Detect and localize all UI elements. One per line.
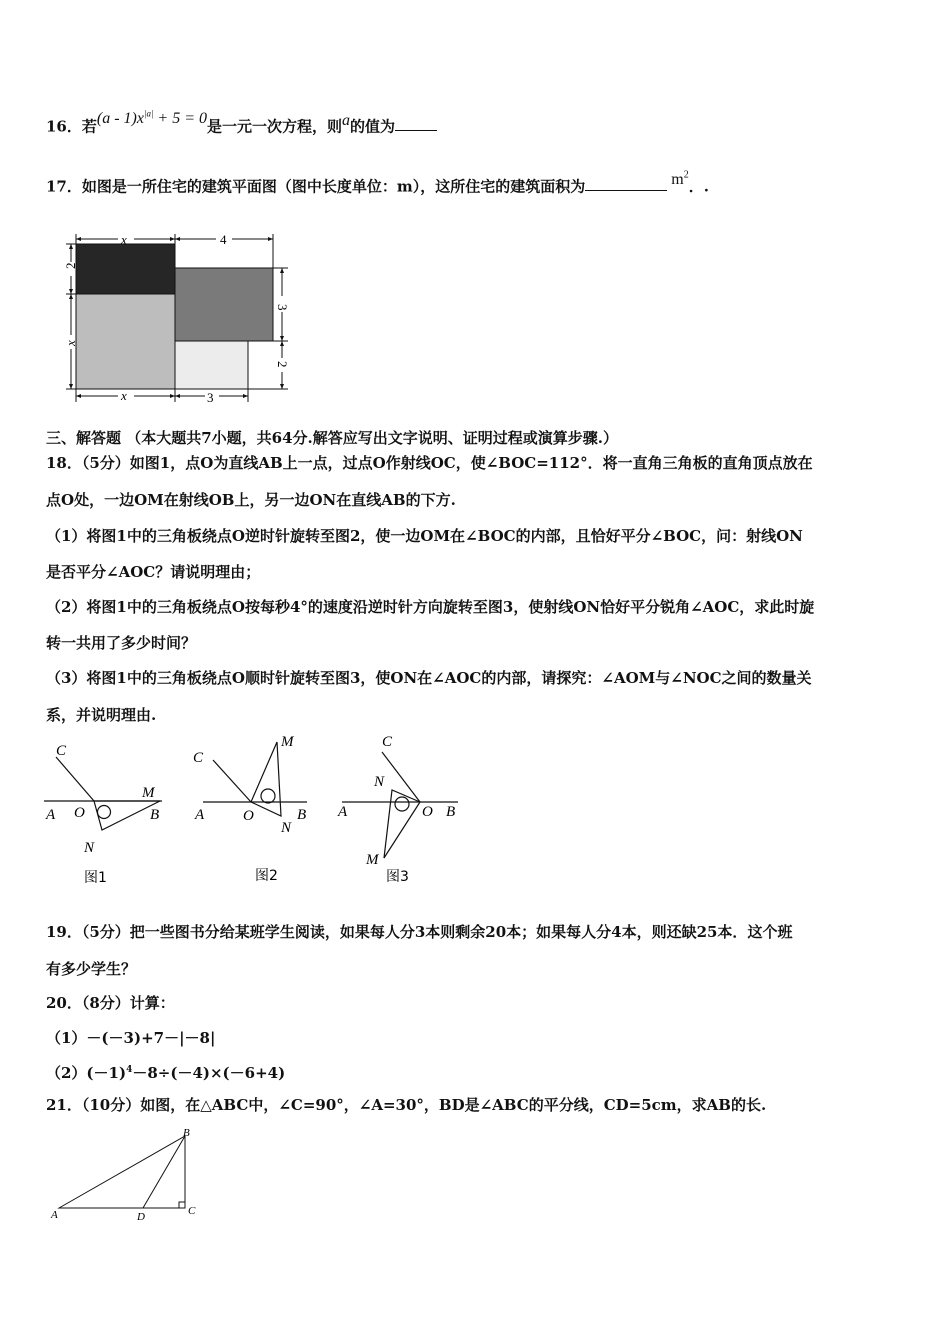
fig2-label-o: O bbox=[243, 808, 254, 824]
plan-label-right-3: 3 bbox=[275, 304, 290, 311]
q20-part2 bbox=[46, 1060, 285, 1083]
q20-title: 20．（8分）计算： bbox=[46, 994, 175, 1012]
section3-title: 三、解答题 （本大题共7小题，共64分.解答应写出文字说明、证明过程或演算步骤.） bbox=[46, 429, 618, 447]
fig3-label-o: O bbox=[422, 804, 433, 820]
plan-label-bottom-x: x bbox=[121, 388, 127, 403]
q21-label-c: C bbox=[188, 1205, 196, 1217]
q21-label-d: D bbox=[137, 1211, 145, 1223]
fig2-label-m: M bbox=[281, 734, 294, 750]
q20-part2-rest: －8÷(－4)×(－6+4) bbox=[132, 1064, 286, 1082]
q18-part2-line1: （2）将图1中的三角板绕点O按每秒4°的速度沿逆时针方向旋转至图3，使射线ON恰好平分锐角∠AOC，求此时旋 bbox=[46, 598, 815, 616]
q18-part3-line1: （3）将图1中的三角板绕点O顺时针旋转至图3，使ON在∠AOC的内部，请探究：∠AOM与∠NOC之间的数量关 bbox=[46, 669, 812, 687]
q18-line1: 18．（5分）如图1，点O为直线AB上一点，过点O作射线OC，使∠BOC=112°．将一直角三角板的直角顶点放在 bbox=[46, 454, 813, 472]
q21-label-a: A bbox=[51, 1209, 58, 1221]
fig2-label-n: N bbox=[281, 820, 292, 836]
q17-text: 17．如图是一所住宅的建筑平面图（图中长度单位：m），这所住宅的建筑面积为 bbox=[46, 177, 586, 196]
q18-part3-line2: 系，并说明理由. bbox=[46, 706, 157, 724]
fig2-label-a: A bbox=[195, 807, 205, 823]
q18-figure-3 bbox=[338, 730, 473, 885]
q16-formula-tail: + 5 = 0 bbox=[157, 110, 208, 128]
q20-part2-base: （2）(－1) bbox=[46, 1064, 127, 1082]
fig1-label-n: N bbox=[84, 840, 95, 856]
fig1-caption: 图1 bbox=[84, 870, 107, 886]
q19-line1: 19．（5分）把一些图书分给某班学生阅读，如果每人分3本则剩余20本；如果每人分4本，则还缺25本．这个班 bbox=[46, 923, 793, 941]
q20-part1: （1）－(－3)+7－|－8| bbox=[46, 1029, 216, 1047]
fig1-label-a: A bbox=[46, 807, 56, 823]
fig2-label-c: C bbox=[193, 750, 204, 766]
q17-unit bbox=[671, 171, 688, 188]
q16-middle-text: 是一元一次方程，则 bbox=[207, 117, 343, 136]
fig2-label-b: B bbox=[297, 807, 307, 823]
plan-label-bottom-3: 3 bbox=[207, 390, 214, 405]
fig3-label-c: C bbox=[382, 734, 393, 750]
q17-line bbox=[46, 170, 709, 197]
fig1-label-o: O bbox=[74, 805, 85, 821]
plan-light-room bbox=[76, 294, 175, 389]
q18-part1-line2: 是否平分∠AOC？请说明理由； bbox=[46, 563, 261, 581]
q19-line2: 有多少学生？ bbox=[46, 960, 137, 978]
plan-label-right-2: 2 bbox=[275, 361, 290, 368]
q16-answer-blank[interactable] bbox=[395, 116, 437, 131]
q17-answer-blank[interactable] bbox=[585, 176, 667, 191]
q18-figure-1 bbox=[42, 737, 172, 887]
q17-floor-plan bbox=[60, 232, 290, 407]
q18-part1-line1: （1）将图1中的三角板绕点O逆时针旋转至图2，使一边OM在∠BOC的内部，且恰好平分∠BOC，问：射线ON bbox=[46, 527, 803, 545]
q16-formula-exp: |a| bbox=[143, 109, 154, 119]
q16-formula-base: (a - 1)x bbox=[96, 110, 144, 128]
plan-dark-room bbox=[76, 244, 175, 294]
fig1-label-m: M bbox=[142, 785, 155, 801]
q16-number: 16．若 bbox=[46, 117, 97, 136]
plan-pale-room bbox=[175, 341, 248, 389]
fig3-label-a: A bbox=[338, 804, 348, 820]
fig1-label-c: C bbox=[56, 743, 67, 759]
q17-unit-base: m bbox=[671, 171, 684, 189]
q16-end-text: 的值为 bbox=[350, 117, 396, 136]
q16-line bbox=[46, 109, 437, 137]
plan-label-left-2: 2 bbox=[63, 262, 78, 269]
fig3-label-n: N bbox=[374, 774, 385, 790]
q16-variable: a bbox=[342, 112, 351, 130]
plan-label-left-x: x bbox=[63, 340, 78, 346]
q17-unit-exp: 2 bbox=[683, 170, 689, 181]
fig3-caption: 图3 bbox=[386, 869, 409, 885]
q16-formula bbox=[97, 110, 207, 127]
fig2-caption: 图2 bbox=[255, 868, 278, 884]
plan-mid-room bbox=[175, 268, 273, 341]
fig1-label-b: B bbox=[150, 807, 160, 823]
fig3-label-m: M bbox=[366, 852, 379, 868]
q18-figure-2 bbox=[193, 730, 325, 884]
q21-triangle bbox=[45, 1128, 205, 1228]
q18-part2-line2: 转一共用了多少时间？ bbox=[46, 634, 197, 652]
q21-text: 21．（10分）如图，在△ABC中，∠C=90°，∠A=30°，BD是∠ABC的平分线，CD=5cm，求AB的长. bbox=[46, 1096, 767, 1114]
fig3-label-b: B bbox=[446, 804, 456, 820]
q18-line2: 点O处，一边OM在射线OB上，另一边ON在直线AB的下方. bbox=[46, 491, 456, 509]
plan-label-top-x: x bbox=[121, 232, 127, 247]
q17-end-text: ．. bbox=[688, 177, 709, 196]
q21-label-b: B bbox=[183, 1127, 190, 1139]
q20-part2-exp: 4 bbox=[126, 1065, 133, 1075]
plan-label-top-4: 4 bbox=[220, 232, 227, 247]
